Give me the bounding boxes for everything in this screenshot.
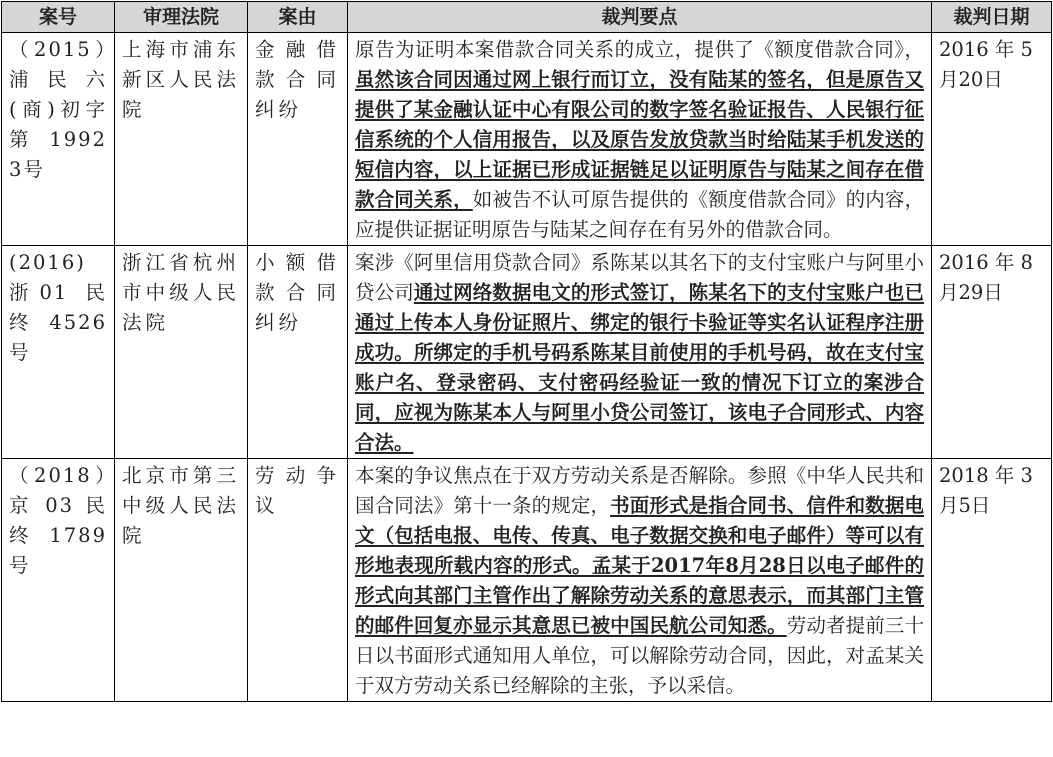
judgment-date: 2016 年 5月20日 [932, 33, 1052, 246]
judgment-point [348, 33, 932, 246]
case-number: (2016)浙01 民终4526 号 [2, 246, 115, 459]
table-row [2, 33, 1052, 246]
header-cause: 案由 [248, 2, 348, 33]
point-emphasis: 通过网络数据电文的形式签订，陈某名下的支付宝账户也已通过上传本人身份证照片、绑定的银行卡验证等实名认证程序注册成功。所绑定的手机号码系陈某目前使用的手机号码，故在支付宝账户名、登录密码、支付密码经验证一致的情况下订立的案涉合同，应视为陈某本人与阿里小贷公司签订，该电子合同形式、内容合法。 [355, 281, 924, 454]
point-text: 本案的争议焦点在于双方劳动关系是否解除。参照《中华人民共和国合同法》第十一条的规定， [355, 464, 924, 517]
case-cause: 金融借款合同纠纷 [248, 33, 348, 246]
case-table [1, 1, 1052, 702]
judgment-point [348, 246, 932, 459]
header-case-no: 案号 [2, 2, 115, 33]
case-cause: 小额借款合同纠纷 [248, 246, 348, 459]
case-cause: 劳动争议 [248, 459, 348, 702]
court-name: 北京市第三中级人民法院 [115, 459, 248, 702]
judgment-date: 2018 年 3月5日 [932, 459, 1052, 702]
case-number: （2015）浦民六(商)初字第 19923号 [2, 33, 115, 246]
table-header [2, 2, 1052, 33]
point-emphasis: 书面形式是指合同书、信件和数据电文（包括电报、电传、传真、电子数据交换和电子邮件）等可以有形地表现所载内容的形式。孟某于2017年8月28日以电子邮件的形式向其部门主管作出了解除劳动关系的意思表示，而其部门主管的邮件回复亦显示其意思已被中国民航公司知悉。 [355, 494, 924, 637]
point-text: 如被告不认可原告提供的《额度借款合同》的内容，应提供证据证明原告与陆某之间存在有另外的借款合同。 [355, 188, 924, 241]
table-row [2, 246, 1052, 459]
court-name: 浙江省杭州市中级人民法院 [115, 246, 248, 459]
judgment-date: 2016 年 8月29日 [932, 246, 1052, 459]
judgment-point [348, 459, 932, 702]
table-row [2, 459, 1052, 702]
point-emphasis: 虽然该合同因通过网上银行而订立，没有陆某的签名，但是原告又提供了某金融认证中心有限公司的数字签名验证报告、人民银行征信系统的个人信用报告，以及原告发放贷款当时给陆某手机发送的短信内容，以上证据已形成证据链足以证明原告与陆某之间存在借款合同关系， [355, 68, 924, 211]
court-name: 上海市浦东新区人民法院 [115, 33, 248, 246]
header-court: 审理法院 [115, 2, 248, 33]
table-body [2, 33, 1052, 702]
point-text: 案涉《阿里信用贷款合同》系陈某以其名下的支付宝账户与阿里小贷公司 [355, 251, 924, 304]
header-row [2, 2, 1052, 33]
header-point: 裁判要点 [348, 2, 932, 33]
point-text: 原告为证明本案借款合同关系的成立，提供了《额度借款合同》， [355, 38, 924, 61]
point-text: 劳动者提前三十日以书面形式通知用人单位，可以解除劳动合同，因此，对孟某关于双方劳动关系已经解除的主张，予以采信。 [355, 614, 924, 697]
case-number: （2018）京 03 民终 1789号 [2, 459, 115, 702]
header-date: 裁判日期 [932, 2, 1052, 33]
